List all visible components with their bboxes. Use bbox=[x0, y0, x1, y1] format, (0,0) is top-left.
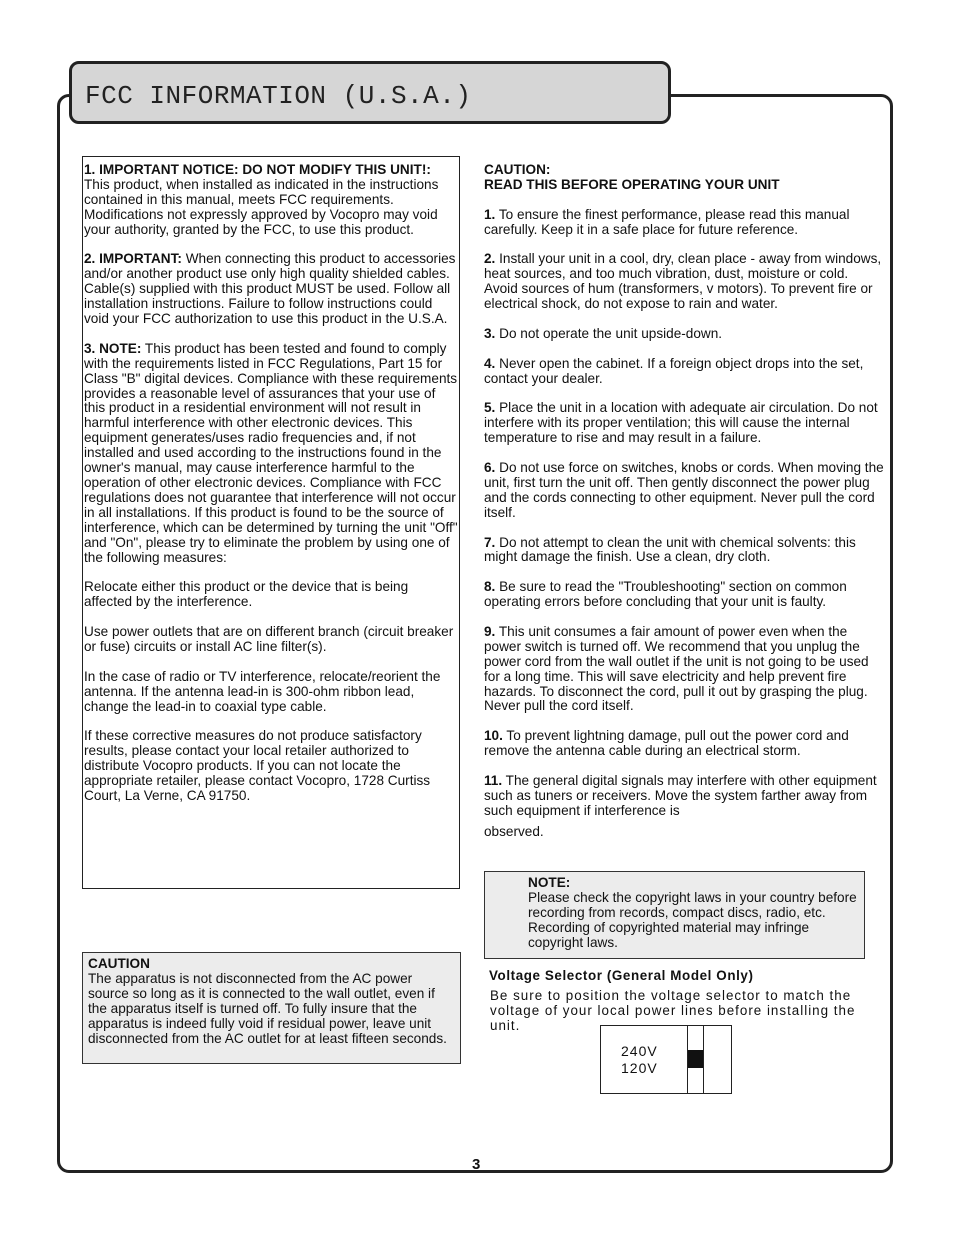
measure-relocate: Relocate either this product or the device that is being affected by the interference. bbox=[84, 579, 409, 610]
caution-item-continued: observed. bbox=[484, 823, 544, 839]
caution-box-content bbox=[88, 957, 454, 1046]
title-tab bbox=[69, 61, 671, 124]
note-label: NOTE: bbox=[528, 875, 571, 890]
notice-1-heading: 1. IMPORTANT NOTICE: DO NOT MODIFY THIS UNIT!: bbox=[84, 162, 431, 177]
notice-3-heading: 3. NOTE: bbox=[84, 340, 142, 356]
voltage-option-120: 120V bbox=[621, 1060, 658, 1076]
item-number: 6. bbox=[484, 460, 496, 476]
caution-box bbox=[82, 952, 461, 1064]
item-number: 2. bbox=[484, 251, 496, 267]
item-text: Be sure to read the "Troubleshooting" section on common operating errors before concluding that your unit is faulty. bbox=[484, 579, 847, 610]
item-text: This unit consumes a fair amount of power even when the power switch is turned off. We recommend that you unplug the power cord from the wall outlet if the unit is not going to be used for a long time. This will save electricity and help prevent fire hazards. To disconnect the cord, pull it out by grasping the plug. Never pull the cord itself. bbox=[484, 623, 869, 714]
voltage-option-240: 240V bbox=[621, 1043, 658, 1059]
item-number: 1. bbox=[484, 206, 496, 222]
caution-item bbox=[484, 536, 884, 566]
note-content bbox=[528, 875, 858, 950]
notice-paragraph-2 bbox=[84, 252, 458, 327]
voltage-labels bbox=[621, 1043, 658, 1077]
caution-heading: CAUTION: bbox=[484, 162, 551, 177]
item-number: 5. bbox=[484, 400, 496, 416]
notice-2-heading: 2. IMPORTANT: bbox=[84, 251, 182, 267]
voltage-switch-slot bbox=[687, 1025, 704, 1094]
voltage-switch-knob bbox=[688, 1050, 703, 1068]
caution-item bbox=[484, 461, 884, 521]
caution-item bbox=[484, 625, 884, 714]
item-text: The general digital signals may interfere with other equipment such as tuners or receivers. Move the system farther away from such equipment if interference is bbox=[484, 772, 877, 818]
caution-item bbox=[484, 729, 884, 759]
note-text: Please check the copyright laws in your country before recording from records, compact discs, radio, etc. Recording of copyrighted material may infringe copyright laws. bbox=[528, 890, 857, 950]
item-number: 9. bbox=[484, 623, 496, 639]
caution-list bbox=[484, 163, 884, 855]
notice-paragraph-1 bbox=[84, 163, 458, 238]
caution-item bbox=[484, 327, 884, 342]
caution-box-text: The apparatus is not disconnected from the AC power source so long as it is connected to the wall outlet, even if the apparatus itself is turned off. To fully insure that the apparatus is indeed fully void if residual power, leave unit disconnected from the AC outlet for at least fifteen seconds. bbox=[88, 970, 447, 1046]
item-number: 11. bbox=[484, 772, 503, 788]
item-number: 7. bbox=[484, 534, 496, 550]
item-number: 10. bbox=[484, 728, 503, 744]
caution-item bbox=[484, 208, 884, 238]
item-text: Install your unit in a cool, dry, clean place - away from windows, heat sources, and too much vibration, dust, moisture or cold. Avoid sources of hum (transformers, v motors). To prevent fire or electrical shock, do not expose to rain and water. bbox=[484, 251, 882, 312]
page-number: 3 bbox=[472, 1156, 481, 1173]
measure-outlets: Use power outlets that are on different branch (circuit breaker or fuse) circuits or install AC line filter(s). bbox=[84, 624, 454, 654]
notice-paragraph-3 bbox=[84, 342, 458, 566]
item-text: Never open the cabinet. If a foreign object drops into the set, contact your dealer. bbox=[484, 355, 864, 386]
fcc-notice-text bbox=[84, 163, 458, 819]
caution-subheading: READ THIS BEFORE OPERATING YOUR UNIT bbox=[484, 176, 780, 192]
item-text: Do not operate the unit upside-down. bbox=[495, 325, 723, 341]
page-title: FCC INFORMATION (U.S.A.) bbox=[85, 81, 472, 111]
item-number: 8. bbox=[484, 579, 496, 595]
measure-antenna: In the case of radio or TV interference, relocate/reorient the antenna. If the antenna lead-in is 300-ohm ribbon lead, change the lead-in to coaxial type cable. bbox=[84, 668, 441, 714]
item-text: To prevent lightning damage, pull out the power cord and remove the antenna cable during an electrical storm. bbox=[484, 728, 849, 759]
item-text: Do not use force on switches, knobs or cords. When moving the unit, first turn the unit off. Then gently disconnect the power plug and the cords connecting to other equipment. Never pull the cord itself. bbox=[484, 460, 884, 520]
caution-item bbox=[484, 401, 884, 446]
notice-3-text: This product has been tested and found to comply with the requirements listed in FCC Regulations, Part 15 for Class "B" digital devices. Compliance with these requirements provides a reasonable level of assurances that your use of this product in a residential environment will not result in harmful interference with other electronic devices. This equipment generates/uses radio frequencies and, if not installed and used according to the instructions found in the owner's manual, may cause interference harmful to the operation of other electronic devices. Compliance with FCC regulations does not guarantee that interference will not occur in all installations. If this product is found to be the source of interference, which can be determined by turning the unit "Off" and "On", please try to eliminate the problem by using one of the following measures: bbox=[84, 340, 458, 565]
contact-paragraph: If these corrective measures do not produce satisfactory results, please contact your local retailer authorized to distribute Vocopro products. If you can not locate the appropriate retailer, please contact Vocopro, 1728 Curtiss Court, La Verne, CA 91750. bbox=[84, 728, 431, 803]
voltage-selector-title: Voltage Selector (General Model Only) bbox=[489, 968, 754, 983]
caution-item bbox=[484, 580, 884, 610]
item-text: Place the unit in a location with adequate air circulation. Do not interfere with its proper ventilation; this will cause the internal temperature to rise and may result in a failure. bbox=[484, 400, 878, 446]
caution-box-label: CAUTION bbox=[88, 956, 150, 971]
item-number: 4. bbox=[484, 355, 496, 371]
item-text: Do not attempt to clean the unit with chemical solvents: this might damage the finish. Use a clean, dry cloth. bbox=[484, 534, 856, 565]
note-box bbox=[484, 871, 865, 959]
notice-2-text: When connecting this product to accessories and/or another product use only high quality shielded cables. Cable(s) supplied with this product MUST be used. Follow all installation instructions. Failure to follow instructions could void your FCC authorization to use this product in the U.S.A. bbox=[84, 251, 456, 327]
caution-item bbox=[484, 774, 884, 819]
item-text: To ensure the finest performance, please read this manual carefully. Keep it in a safe place for future reference. bbox=[484, 206, 850, 237]
voltage-selector-diagram bbox=[600, 1025, 732, 1094]
voltage-selector-text: Be sure to position the voltage selector to match the voltage of your local power lines before installing the unit. bbox=[490, 988, 856, 1033]
caution-item bbox=[484, 357, 884, 387]
item-number: 3. bbox=[484, 325, 496, 341]
notice-1-text: This product, when installed as indicated in the instructions contained in this manual, meets FCC requirements. Modifications not expressly approved by Vocopro may void your authority, granted by the FCC, to use this product. bbox=[84, 176, 439, 237]
caution-item bbox=[484, 252, 884, 312]
